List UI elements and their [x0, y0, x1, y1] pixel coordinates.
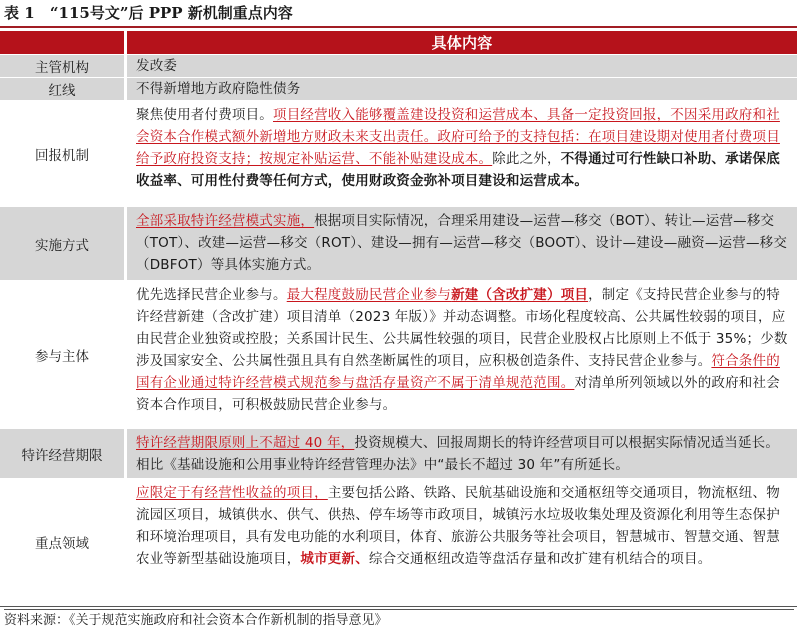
row-label-red-line: 红线: [0, 78, 127, 101]
row-label-regulator: 主管机构: [0, 55, 127, 78]
header-right-cell: 具体内容: [127, 31, 797, 55]
cell-text: [136, 287, 788, 413]
source-note: 资料来源：《关于规范实施政府和社会资本合作新机制的指导意见》: [4, 609, 794, 632]
text-segment: 对清单所列领域以外的政府和社会资本合作项目，可积极鼓励民营企业参与。: [136, 375, 780, 413]
highlight-segment: 应限定于有经营性收益的项目，: [136, 485, 328, 501]
table-title: [4, 3, 293, 23]
table-number: 表 1: [4, 4, 35, 22]
row-content-key-areas: [127, 479, 797, 605]
cell-text: [136, 55, 177, 77]
text-segment: 投资规模大、回报周期长的特许经营项目可以根据实际情况适当延长。相比《基础设施和公用事业特许经营管理办法》中“最长不超过 30 年”有所延长。: [136, 435, 780, 473]
row-label-implementation: 实施方式: [0, 207, 127, 281]
cell-text: [136, 485, 780, 567]
row-content-regulator: [127, 55, 797, 78]
row-label-participants: 参与主体: [0, 281, 127, 429]
text-segment: 根据项目实际情况，合理采用建设—运营—移交（BOT）、转让—运营—移交（TOT）、改建—运营—移交（ROT）、建设—拥有—运营—移交（BOOT）、设计—建设—融资—运营—移交（DBFOT）等具体实施方式。: [136, 213, 788, 273]
row-content-participants: [127, 281, 797, 429]
text-segment: 不得新增地方政府隐性债务: [136, 81, 301, 97]
row-content-red-line: [127, 78, 797, 101]
highlight-segment: 符合条件的国有企业通过特许经营模式规范参与盘活存量资产不属于清单规范范围。: [136, 353, 780, 391]
highlight-segment: 全部采取特许经营模式实施，: [136, 213, 315, 229]
text-segment: 优先选择民营企业参与。: [136, 287, 287, 303]
text-segment: 聚焦使用者付费项目。: [136, 107, 273, 123]
row-label-key-areas: 重点领域: [0, 479, 127, 605]
highlight-segment: 新建（含改扩建）项目: [451, 287, 589, 303]
text-segment: ，制定《支持民营企业参与的特许经营新建（含改扩建）项目清单（2023 年版）》并动态调整。市场化程度较高、公共属性较弱的项目，应由民营企业独资或控股；关系国计民生、公共属性较强的项目，民营企业股权占比原则上不低于 35%；少数涉及国家安全、公共属性强且具有自然垄断属性的项目，应积极创造条件、支持民营企业参与。: [136, 287, 788, 369]
text-segment: 发改委: [136, 58, 178, 74]
text-segment: 主要包括公路、铁路、民航基础设施和交通枢纽等交通项目，物流枢纽、物流园区项目，城镇供水、供气、供热、停车场等市政项目，城镇污水垃圾收集处理及资源化利用等生态保护和环境治理项目，具有发电功能的水利项目，体育、旅游公共服务等社会项目，智慧城市、智慧交通、智慧农业等新型基础设施项目，: [136, 485, 780, 567]
row-content-implementation: [127, 207, 797, 281]
bottom-rule: [0, 606, 797, 607]
content-table: [0, 31, 797, 605]
title-rule: [0, 26, 797, 28]
cell-text: [136, 213, 787, 273]
cell-text: [136, 107, 780, 189]
highlight-segment: 不得通过可行性缺口补助、承诺保底收益率、可用性付费等任何方式，使用财政资金弥补项目建设和运营成本。: [136, 151, 780, 189]
highlight-segment: 最大程度鼓励民营企业参与: [286, 287, 452, 303]
header-left-cell: [0, 31, 127, 55]
text-segment: 除此之外，: [492, 151, 561, 167]
row-content-concession-period: [127, 429, 797, 479]
row-label-return-mechanism: 回报机制: [0, 101, 127, 207]
cell-text: [136, 435, 779, 473]
highlight-segment: 项目经营收入能够覆盖建设投资和运营成本、具备一定投资回报，不因采用政府和社会资本合作模式额外新增地方财政未来支出责任。政府可给予的支持包括：在项目建设期对使用者付费项目给予政府投资支持；按规定补贴运营、不能补贴建设成本。: [136, 107, 780, 167]
cell-text: [136, 78, 300, 100]
row-content-return-mechanism: [127, 101, 797, 207]
highlight-segment: 特许经营期限原则上不超过 40 年，: [136, 435, 355, 451]
text-segment: 综合交通枢纽改造等盘活存量和改扩建有机结合的项目。: [368, 551, 712, 567]
highlight-segment: 城市更新、: [300, 551, 369, 567]
table-title-text: “115号文”后 PPP 新机制重点内容: [49, 4, 293, 22]
row-label-concession-period: 特许经营期限: [0, 429, 127, 479]
